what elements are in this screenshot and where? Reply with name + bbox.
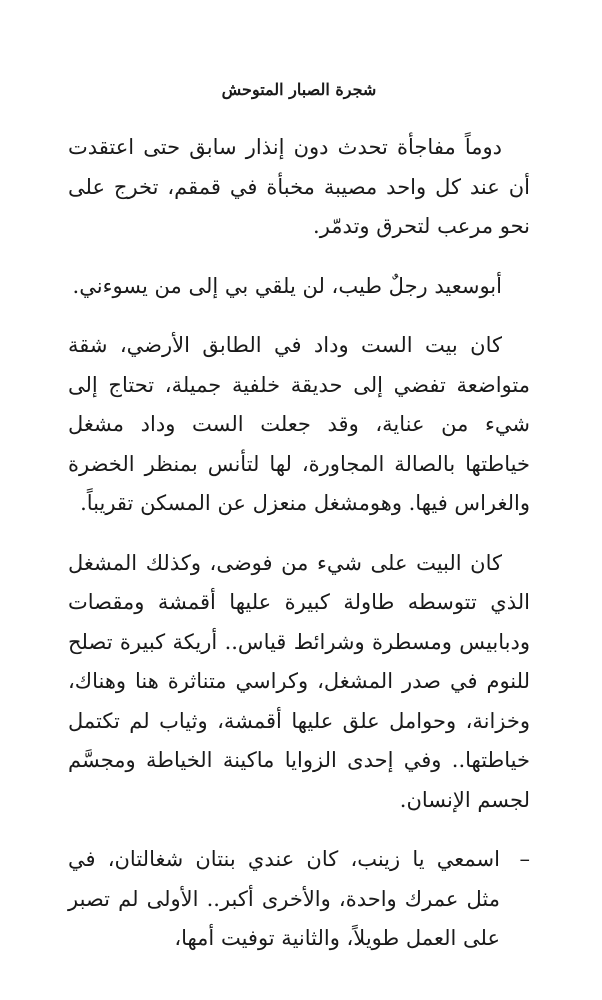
chapter-title: شجرة الصبار المتوحش	[221, 80, 377, 99]
dialogue-line	[68, 840, 530, 959]
paragraph-1: دوماً مفاجأة تحدث دون إنذار سابق حتى اعتقدت أن عند كل واحد مصيبة مخبأة في قمقم، تخرج على نحو مرعب لتحرق وتدمّر.	[68, 135, 530, 238]
paragraph-4: كان البيت على شيء من فوضى، وكذلك المشغل الذي تتوسطه طاولة كبيرة عليها أقمشة ومقصات ودبابيس ومسطرة وشرائط قياس.. أريكة كبيرة تصلح للنوم في صدر المشغل، وكراسي متناثرة هنا وهناك، وخزانة، وحوامل علق عليها أقمشة، وثياب لم تكتمل خياطتها.. وفي إحدى الزوايا ماكينة الخياطة ومجسَّم لجسم الإنسان.	[68, 550, 530, 812]
paragraph-2: أبوسعيد رجلٌ طيب، لن يلقي بي إلى من يسوءني.	[72, 273, 502, 298]
paragraph-3: كان بيت الست وداد في الطابق الأرضي، شقة متواضعة تفضي إلى حديقة خلفية جميلة، تحتاج إلى شيء من عناية، وقد جعلت الست وداد مشغل خياطتها بالصالة المجاورة، لها لتأنس بمنظر الخضرة والغراس فيها. وهومشغل منعزل عن المسكن تقريباً.	[68, 333, 530, 515]
dialogue-dash: –	[519, 847, 530, 871]
dialogue-text: اسمعي يا زينب، كان عندي بنتان شغالتان، في مثل عمرك واحدة، والأخرى أكبر.. الأولى لم تصبر على العمل طويلاً، والثانية توفيت أمها،	[68, 847, 500, 950]
